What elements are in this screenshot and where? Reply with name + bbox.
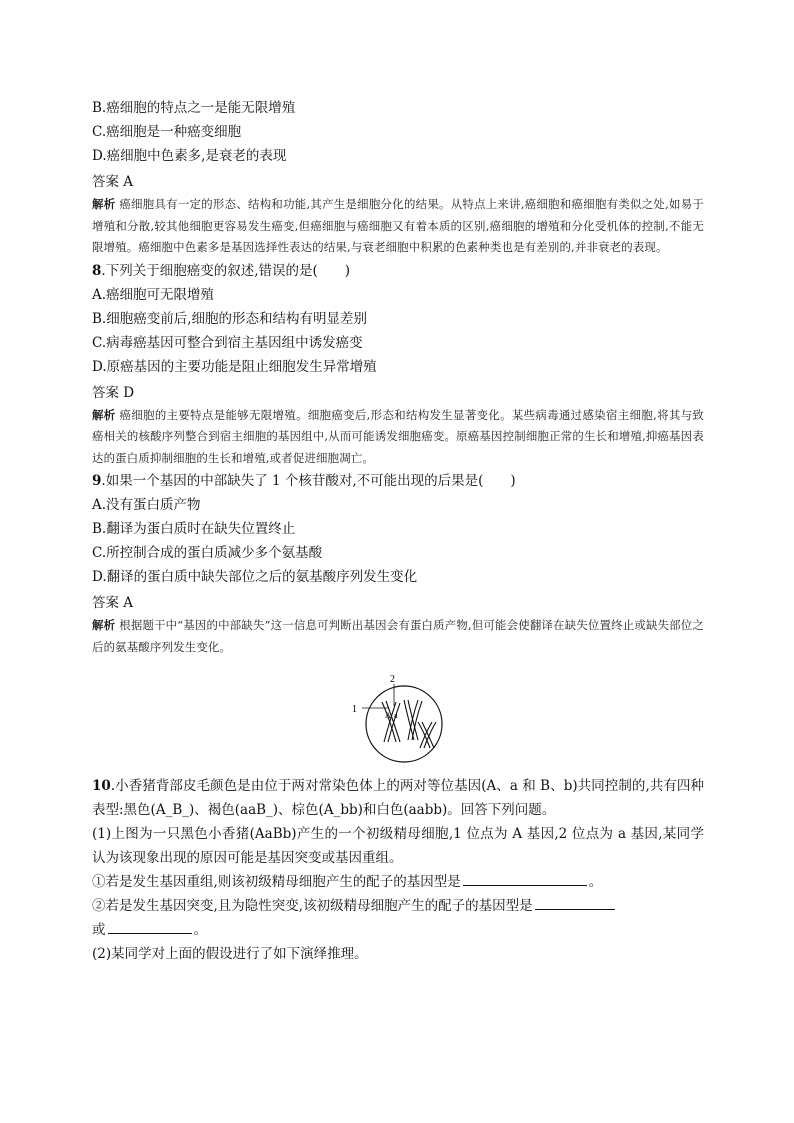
label-1: 1	[352, 704, 357, 715]
q10-part2: (2)某同学对上面的假设进行了如下演绎推理。	[92, 946, 368, 962]
q8-option-d: D.原癌基因的主要功能是阻止细胞发生异常增殖	[92, 358, 377, 375]
q10-number: 10	[92, 778, 111, 794]
cell-figure	[92, 670, 704, 766]
answer-blank-2[interactable]	[535, 895, 615, 910]
q7-option-d: D.癌细胞中色素多,是衰老的表现	[92, 148, 287, 164]
q8-explanation-tag: 解析	[92, 407, 116, 422]
q10-block	[92, 774, 704, 966]
q10-part1: (1)上图为一只黑色小香猪(AaBb)产生的一个初级精母细胞,1 位点为 A 基因,2 位点为 a 基因,某同学认为该现象出现的原因可能是基因突变或基因重组。	[92, 826, 704, 866]
q7-explanation-text: 癌细胞具有一定的形态、结构和功能,其产生是细胞分化的结果。从特点上来讲,癌细胞和癌细胞有类似之处,如易于增殖和分散,较其他细胞更容易发生癌变,但癌细胞与癌细胞又有着本质的区别,癌细胞的增殖和分化受机体的控制,不能无限增殖。癌细胞中色素多是基因选择性表达的结果,与衰老细胞中积累的色素种类也是有差别的,并非衰老的表现。	[92, 197, 704, 254]
q8-number: 8	[92, 262, 102, 279]
q10-sub1-text: ①若是发生基因重组,则该初级精母细胞产生的配子的基因型是	[92, 874, 461, 890]
q7-explanation-tag: 解析	[92, 197, 116, 211]
q7-option-c: C.癌细胞是一种癌变细胞	[92, 124, 242, 140]
q10-stem-text: .小香猪背部皮毛颜色是由位于两对常染色体上的两对等位基因(A、a 和 B、b)共同控制的,共有四种表型:黑色(A_B_)、褐色(aaB_)、棕色(A_bb)和白色(aabb)。回答下列问题。	[92, 778, 704, 818]
answer-blank-3[interactable]	[108, 919, 192, 934]
q9-explanation	[92, 615, 704, 658]
label-2: 2	[390, 674, 395, 685]
q10-stem	[92, 774, 704, 822]
q9-stem	[92, 469, 704, 493]
page-content	[92, 96, 704, 966]
chromosome-pair-left	[382, 700, 422, 742]
chromosome-pair-right	[418, 722, 436, 748]
q8-option-a: A.癌细胞可无限增殖	[92, 286, 215, 303]
q9-option-a: A.没有蛋白质产物	[92, 497, 201, 513]
q10-sub2-text: ②若是发生基因突变,且为隐性突变,该初级精母细胞产生的配子的基因型是	[92, 898, 533, 914]
q9-option-b: B.翻译为蛋白质时在缺失位置终止	[92, 521, 296, 537]
q7-option-b: B.癌细胞的特点之一是能无限增殖	[92, 100, 296, 116]
q8-answer: 答案 D	[92, 384, 135, 401]
q9-option-d: D.翻译的蛋白质中缺失部位之后的氨基酸序列发生变化	[92, 569, 418, 585]
q9-explanation-text: 根据题干中“基因的中部缺失”这一信息可判断出基因会有蛋白质产物,但可能会使翻译在缺失位置终止或缺失部位之后的氨基酸序列发生变化。	[92, 618, 705, 654]
label-gene-a: a	[394, 711, 398, 720]
q7-explanation	[92, 194, 704, 259]
q7-answer: 答案 A	[92, 174, 134, 190]
q8-explanation-text: 癌细胞的主要特点是能够无限增殖。细胞癌变后,形态和结构发生显著变化。某些病毒通过感染宿主细胞,将其与致癌相关的核酸序列整合到宿主细胞的基因组中,从而可能诱发细胞癌变。原癌基因控制细胞正常的生长和增殖,抑癌基因表达的蛋白质抑制细胞的生长和增殖,或者促进细胞凋亡。	[92, 407, 704, 465]
q10-sub2	[92, 894, 704, 918]
q8-option-c: C.病毒癌基因可整合到宿主基因组中诱发癌变	[92, 334, 363, 351]
q10-sub2-end: 。	[193, 922, 207, 938]
q9-stem-text: .如果一个基因的中部缺失了 1 个核苷酸对,不可能出现的后果是( )	[101, 473, 516, 489]
q10-sub1-end: 。	[588, 874, 603, 890]
q9-number: 9	[92, 473, 102, 489]
q8-stem	[92, 259, 704, 283]
q9-option-c: C.所控制合成的蛋白质减少多个氨基酸	[92, 545, 323, 561]
q8-option-b: B.细胞癌变前后,细胞的形态和结构有明显差别	[92, 310, 368, 327]
q10-sub2-or: 或	[92, 922, 106, 938]
q9-explanation-tag: 解析	[92, 618, 116, 632]
primary-spermatocyte-diagram	[338, 670, 458, 766]
q8-stem-text: .下列关于细胞癌变的叙述,错误的是( )	[101, 262, 351, 279]
q10-sub1	[92, 870, 704, 894]
q10-sub2-cont	[92, 918, 704, 942]
q9-answer: 答案 A	[92, 595, 134, 611]
q8-explanation	[92, 405, 704, 470]
answer-blank-1[interactable]	[463, 871, 587, 886]
label-gene-A: A	[385, 711, 391, 720]
